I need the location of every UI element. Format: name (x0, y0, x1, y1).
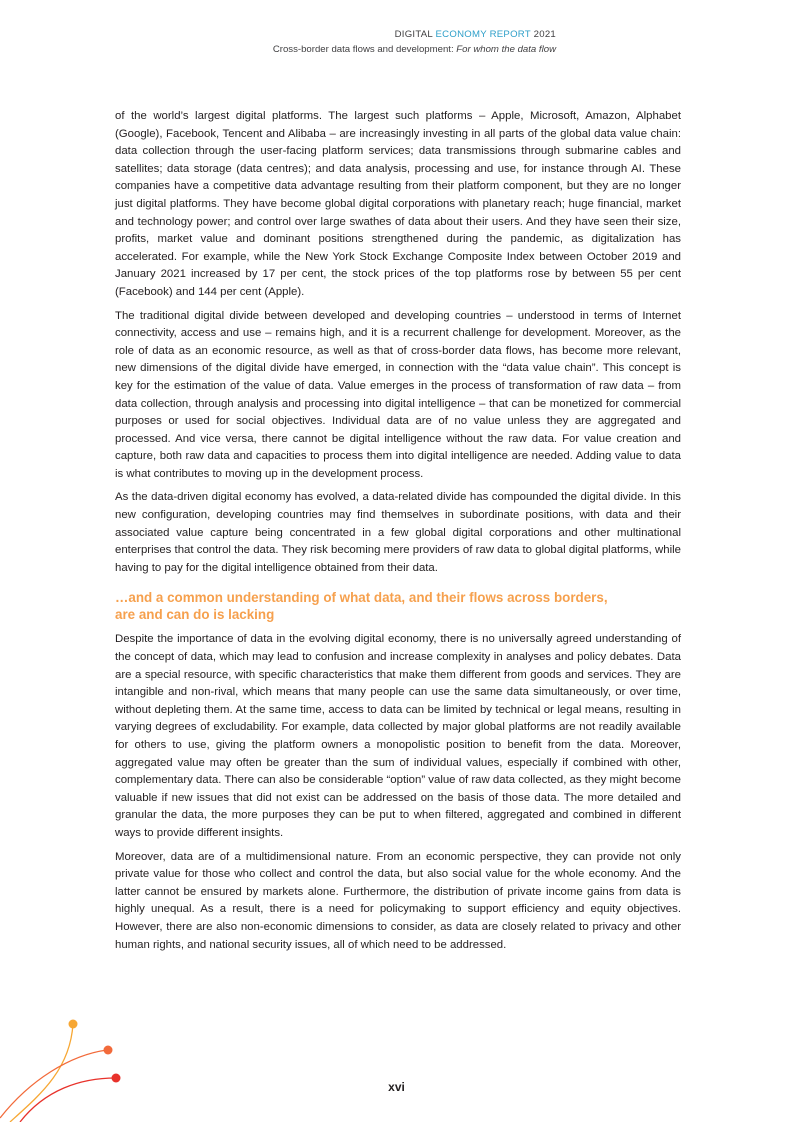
deco-dot-orange (104, 1046, 113, 1055)
report-subtitle (36, 43, 556, 57)
report-title-part1: DIGITAL (394, 29, 433, 40)
main-content (115, 108, 681, 960)
report-title (36, 29, 556, 41)
section-paragraph-1: Despite the importance of data in the evolving digital economy, there is no universally agreed understanding of the concept of data, which may lead to confusion and increase complexity in analyses and policy debates. Data are a special resource, with specific characteristics that make them different from goods and services. They are intangible and non-rival, which means that many people can use the same data simultaneously, or over time, without depleting them. At the same time, access to data can be limited by technical or legal means, resulting in varying degrees of excludability. For example, data collected by major global platforms are not readily available for others to use, giving the platform owners a monopolistic position to benefit from the data. Moreover, aggregated value may often be greater than the sum of individual values, especially if combined with other, complementary data. There can also be considerable “option” value of raw data collected, as they might become valuable if new issues that did not exist can be addressed on the basis of those data. The more detailed and granular the data, the more purposes they can be put to when filtered, aggregated and combined in different ways to provide different insights. (115, 633, 681, 839)
section-heading-line2: are and can do is lacking (115, 607, 275, 623)
section-heading (115, 589, 681, 623)
report-subtitle-italic: For whom the data flow (456, 44, 556, 55)
body-paragraph-2: The traditional digital divide between developed and developing countries – understood in terms of Internet connectivity, access and use – remains high, and it is a recurrent challenge for development. Moreover, as the role of data as an economic resource, as well as that of cross-border data flows, has become more relevant, new dimensions of the digital divide have emerged, in connection with the “data value chain”. This concept is key for the estimation of the value of data. Value emerges in the process of transformation of raw data – from data collection, through analysis and processing into digital intelligence – that can be monetized for commercial purposes or used for social objectives. Individual data are of no value unless they are aggregated and processed. And vice versa, there cannot be digital intelligence without the raw data. For value creation and capture, both raw data and capacities to process them into digital intelligence are needed. Adding value to data is what contributes to moving up in the development process. (115, 309, 681, 480)
section-heading-line1: …and a common understanding of what data, and their flows across borders, (115, 590, 608, 606)
report-subtitle-plain: Cross-border data flows and development: (272, 44, 457, 55)
deco-curve-yellow (10, 1024, 73, 1122)
body-paragraph-3: As the data-driven digital economy has evolved, a data-related divide has compounded the digital divide. In this new configuration, developing countries may find themselves in subordinate positions, with data and their associated value capture being concentrated in a few global digital corporations and other multinational enterprises that control the data. They risk becoming mere providers of raw data to global digital platforms, while having to pay for the digital intelligence obtained from their data. (115, 491, 681, 574)
section-paragraph-2: Moreover, data are of a multidimensional nature. From an economic perspective, they can provide not only private value for those who collect and control the data, but also social value for the whole economy. And the latter cannot be ensured by markets alone. Furthermore, the distribution of private income gains from data is highly unequal. As a result, there is a need for policymaking to support efficiency and equity objectives. However, there are also non-economic dimensions to consider, as data are closely related to privacy and other human rights, and national security issues, all of which need to be addressed. (115, 850, 681, 951)
report-title-accent: ECONOMY REPORT (435, 29, 531, 40)
body-paragraph-1: of the world’s largest digital platforms. The largest such platforms – Apple, Microsoft, Amazon, Alphabet (Google), Facebook, Tencent and Alibaba – are increasingly investing in all parts of the global data value chain: data collection through the user-facing platform services; data transmissions through submarine cables and satellites; data storage (data centres); and data analysis, processing and use, for instance through AI. These companies have a competitive data advantage resulting from their platform component, but they are no longer just digital platforms. They have become global digital corporations with planetary reach; huge financial, market and technology power; and control over large swathes of data about their users. And they have seen their size, profits, market value and dominant positions strengthened during the pandemic, as digitalization has accelerated. For example, while the New York Stock Exchange Composite Index between October 2019 and January 2021 increased by 17 per cent, the stock prices of the top platforms rose by between 55 per cent (Facebook) and 144 per cent (Apple). (115, 110, 681, 298)
running-header (36, 29, 556, 57)
page-number: xvi (388, 1080, 405, 1094)
report-title-year: 2021 (533, 29, 556, 40)
decorative-curves (0, 1010, 140, 1122)
deco-dot-yellow (69, 1020, 78, 1029)
